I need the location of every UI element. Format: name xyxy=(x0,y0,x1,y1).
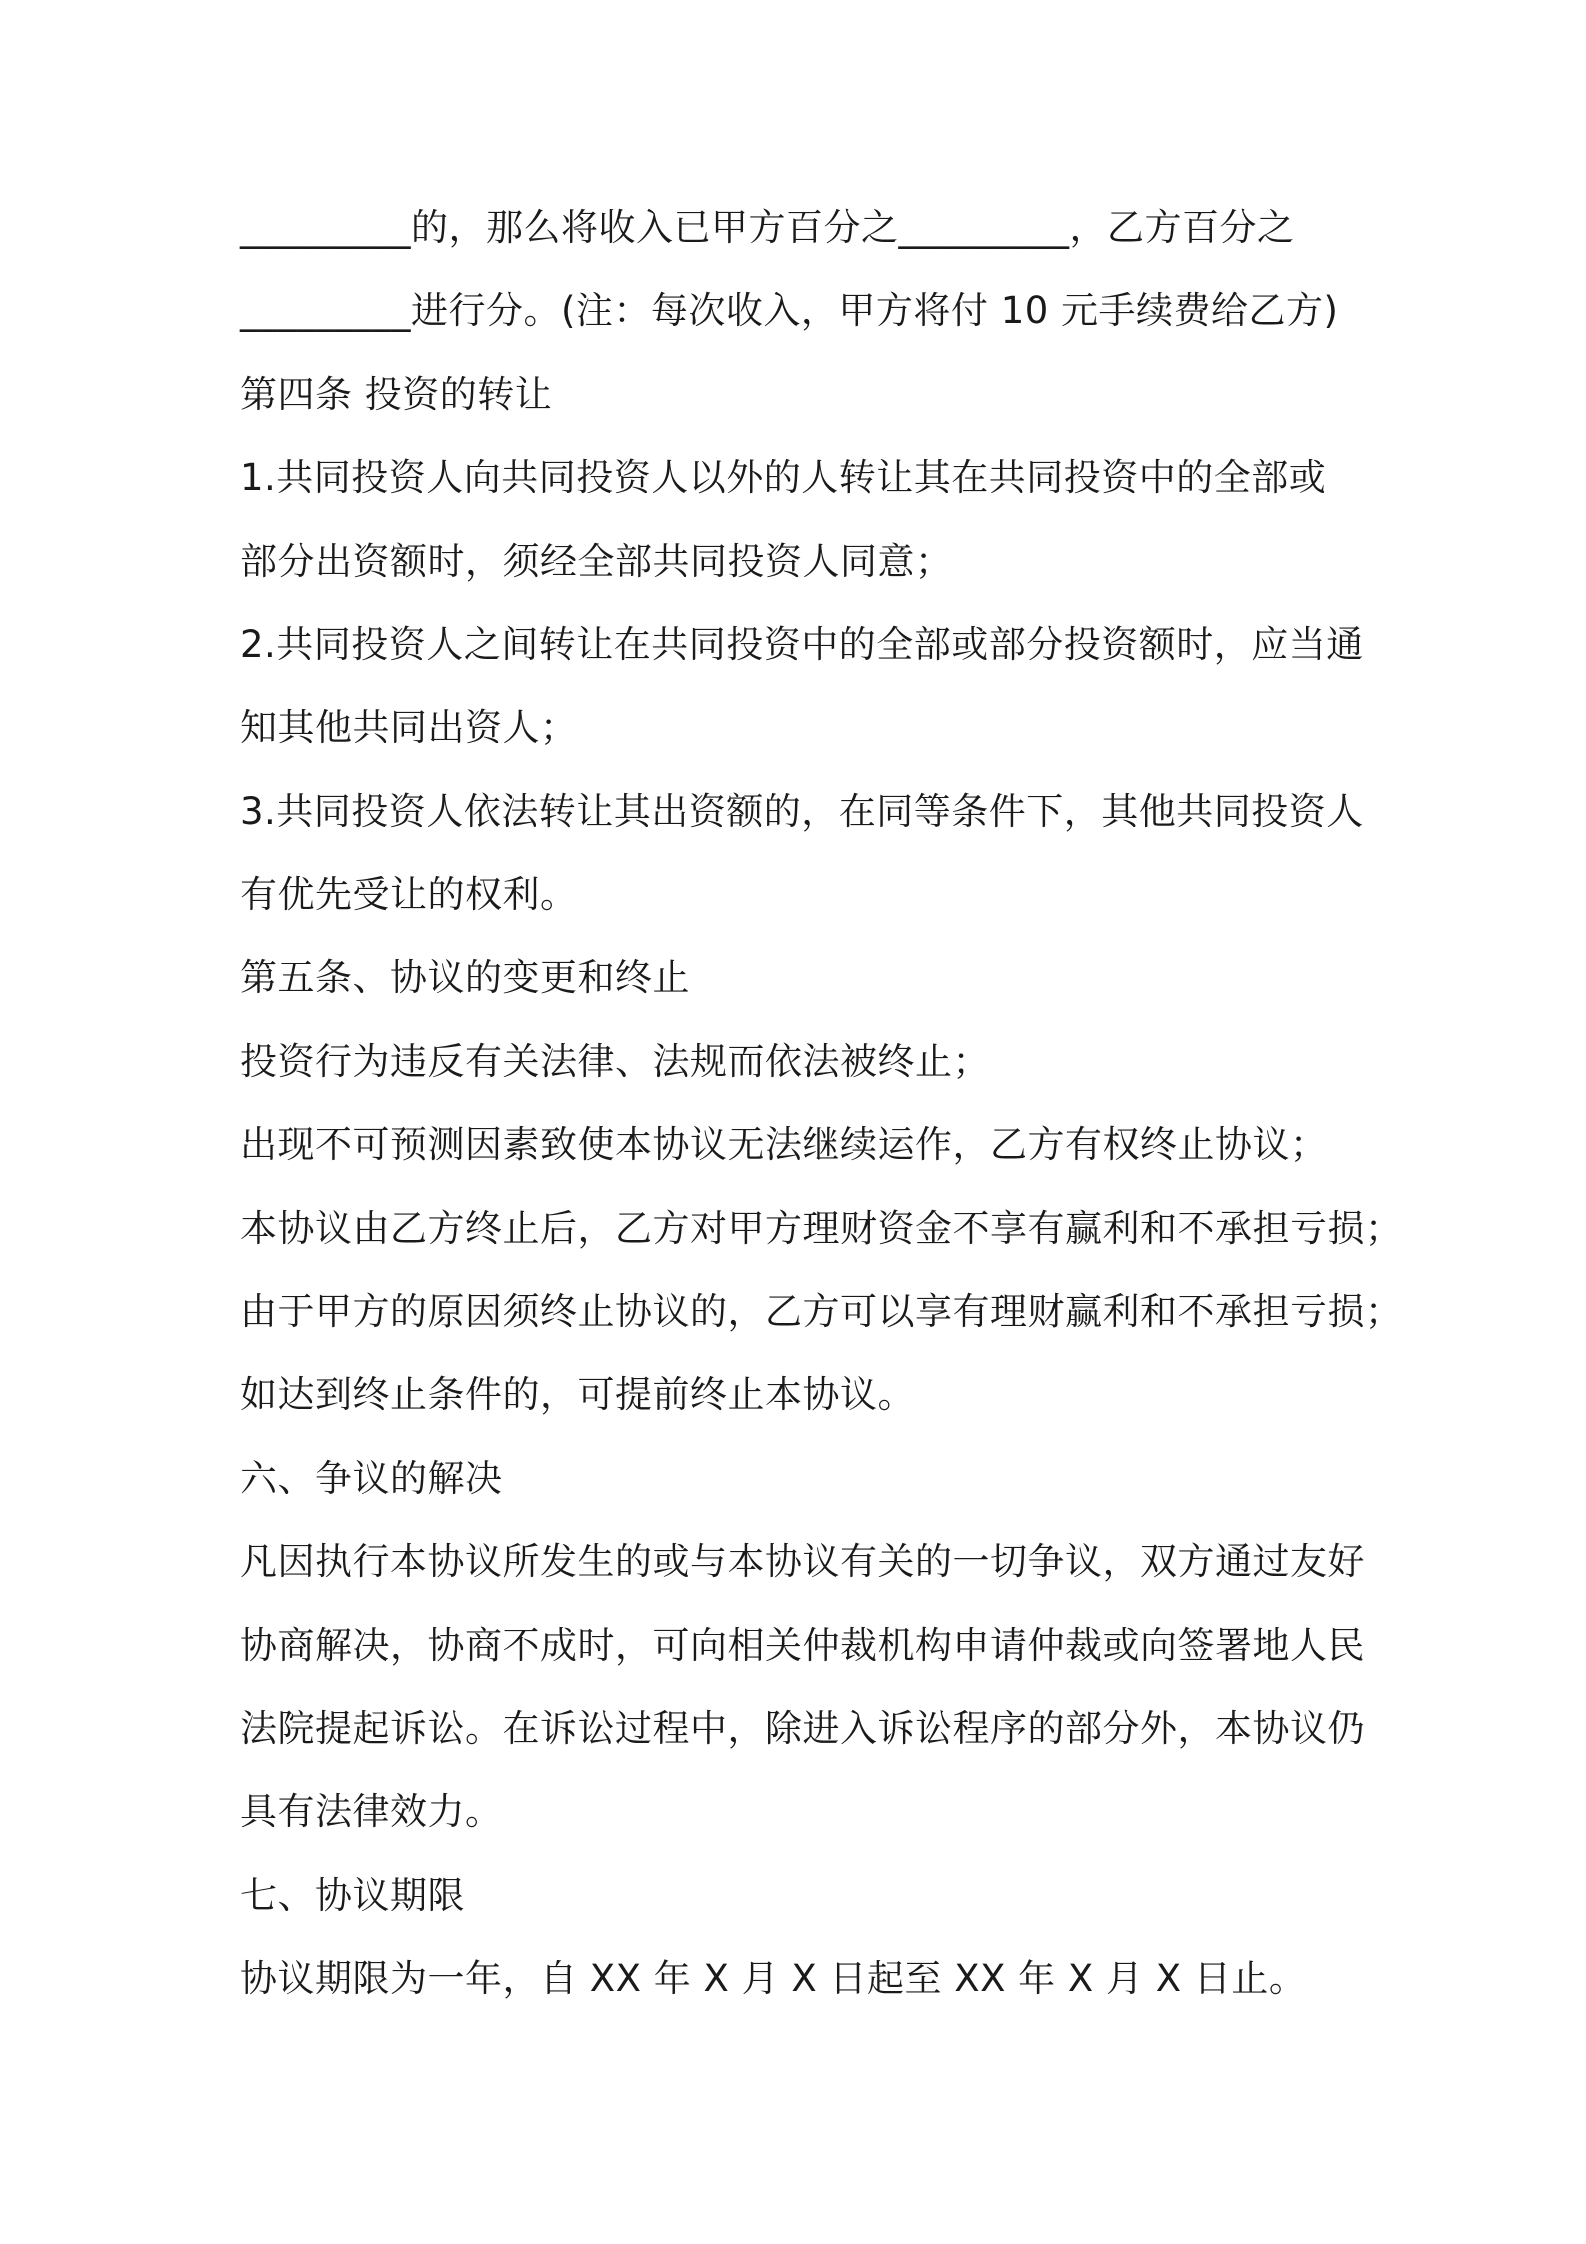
section-heading: 七、协议期限 xyxy=(240,1874,465,1917)
text-line: 知其他共同出资人； xyxy=(240,706,578,749)
text-line: _________进行分。(注：每次收入，甲方将付 10 元手续费给乙方) xyxy=(240,289,1339,332)
text-line: 法院提起诉讼。在诉讼过程中，除进入诉讼程序的部分外，本协议仍 xyxy=(240,1707,1365,1750)
text-line: 凡因执行本协议所发生的或与本协议有关的一切争议，双方通过友好 xyxy=(240,1540,1365,1583)
text-line: 1.共同投资人向共同投资人以外的人转让其在共同投资中的全部或 xyxy=(240,456,1327,499)
text-line: 本协议由乙方终止后，乙方对甲方理财资金不享有赢利和不承担亏损； xyxy=(240,1207,1403,1250)
text-line: 具有法律效力。 xyxy=(240,1790,503,1833)
text-line: 投资行为违反有关法律、法规而依法被终止； xyxy=(240,1040,990,1083)
text-line: _________的，那么将收入已甲方百分之_________，乙方百分之 xyxy=(240,206,1295,249)
section-heading: 六、争议的解决 xyxy=(240,1457,503,1500)
text-line: 有优先受让的权利。 xyxy=(240,873,578,916)
text-line: 协议期限为一年，自 XX 年 X 月 X 日起至 XX 年 X 月 X 日止。 xyxy=(240,1957,1307,2000)
text-line: 2.共同投资人之间转让在共同投资中的全部或部分投资额时，应当通 xyxy=(240,623,1364,666)
section-heading: 第四条 投资的转让 xyxy=(240,373,553,416)
text-line: 出现不可预测因素致使本协议无法继续运作，乙方有权终止协议； xyxy=(240,1123,1328,1166)
text-line: 3.共同投资人依法转让其出资额的，在同等条件下，其他共同投资人 xyxy=(240,790,1364,833)
text-line: 如达到终止条件的，可提前终止本协议。 xyxy=(240,1373,915,1416)
text-line: 由于甲方的原因须终止协议的，乙方可以享有理财赢利和不承担亏损； xyxy=(240,1290,1403,1333)
text-line: 部分出资额时，须经全部共同投资人同意； xyxy=(240,540,953,583)
section-heading: 第五条、协议的变更和终止 xyxy=(240,956,690,999)
text-line: 协商解决，协商不成时，可向相关仲裁机构申请仲裁或向签署地人民 xyxy=(240,1624,1365,1667)
